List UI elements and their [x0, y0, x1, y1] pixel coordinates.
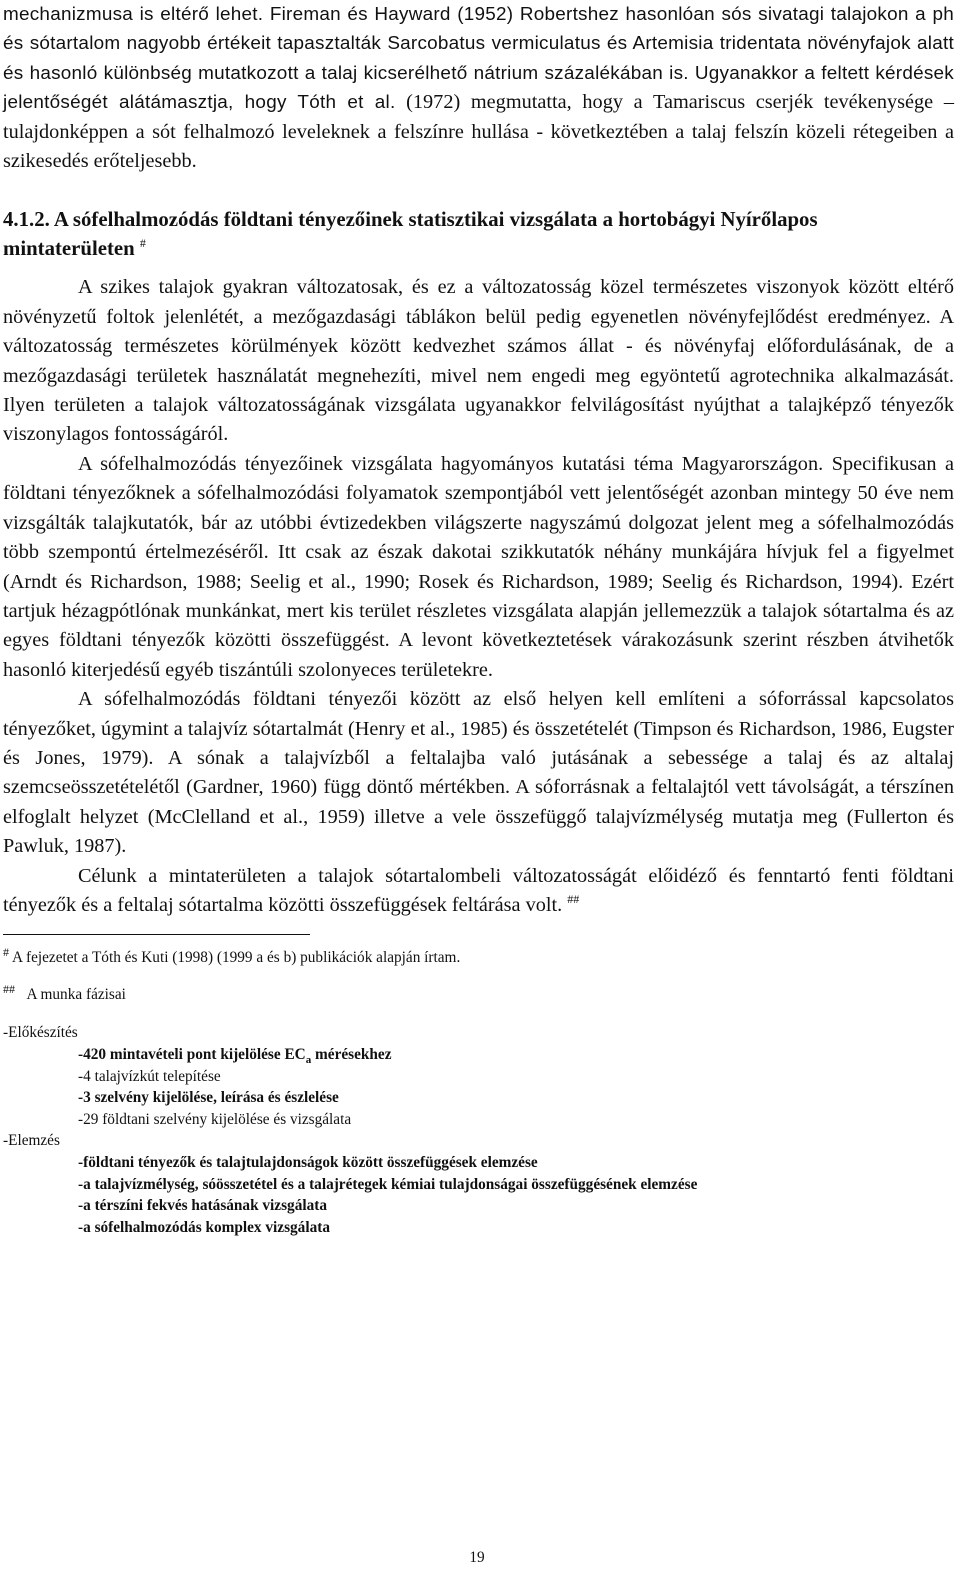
- section-heading: [3, 205, 954, 263]
- intro-text-sans: mechanizmusa is eltérő lehet. Fireman és Hayward (1952) Robertshez hasonlóan sós sivatagi talajokon a ph és sótartalom nagyobb értékeit tapasztalták Sarcobatus vermiculatus és Artemisia tridentata növényfajok alatt és hasonló különbség mutatkozott a talaj kicserélhető nátrium százalékában is. Ugyanakkor a feltett kérdések jelentőségét alátámasztja, hogy Tóth et al.: [3, 4, 954, 114]
- last-paragraph-footnote-mark: ##: [567, 892, 580, 907]
- analysis-item: -a sófelhalmozódás komplex vizsgálata: [78, 1218, 330, 1236]
- body-paragraph-last: [3, 862, 954, 921]
- phase-label-preparation: -Előkészítés: [3, 1024, 78, 1042]
- phase-item-tail: mérésekhez: [311, 1045, 392, 1063]
- phase-item: -4 talajvízkút telepítése: [78, 1067, 221, 1085]
- analysis-item: -a térszíni fekvés hatásának vizsgálata: [78, 1197, 327, 1215]
- footnote-1-mark: #: [3, 945, 9, 960]
- body-paragraph: A sófelhalmozódás tényezőinek vizsgálata hagyományos kutatási téma Magyarországon. Specifikusan a földtani tényezőknek a sófelhalmozódási folyamatok szempontjából vett jelentőségét azonban mintegy 50 éve nem vizsgálták talajkutatók, bár az utóbbi évtizedekben világszerte nagyszámú dolgozat jelent meg a sófelhalmozódás több szempontú értelmezéséről. Itt csak az észak dakotai szikkutatók néhány munkájára hívjuk fel a figyelmet (Arndt és Richardson, 1988; Seelig et al., 1990; Rosek és Richardson, 1989; Seelig és Richardson, 1994). Ezért tartjuk hézagpótlónak munkánkat, mert kis terület részletes vizsgálata alapján jellemezzük a talajok sótartalma és az egyes földtani tényezők közötti összefüggést. A levont következtetések várakozásunk szerint részben átvihetők hasonló kiterjedésű egyéb tiszántúli szolonyeces területekre.: [3, 452, 954, 681]
- footnote-1: [3, 945, 954, 968]
- body-paragraph: A sófelhalmozódás földtani tényezői között az első helyen kell említeni a sóforrással kapcsolatos tényezőket, úgymint a talajvíz sótartalmát (Henry et al., 1985) és összetételét (Timpson és Richardson, 1986, Eugster és Jones, 1979). A sónak a talajvízből a feltalajba való jutásának a sebessége a talaj és az altalaj szemcseösszetételétől (Gardner, 1960) függ döntő mértékben. A sóforrásnak a feltalajtól vett távolságát, a térszínen elfoglalt helyzet (McClelland et al., 1959) illetve a vele összefüggő talajvízmélység mutatja meg (Fullerton és Pawluk, 1987).: [3, 688, 954, 858]
- last-paragraph-text: Célunk a mintaterületen a talajok sótartalombeli változatosságát előidéző és fenntartó fenti földtani tényezők és a feltalaj sótartalma közötti összefüggések feltárása volt.: [3, 864, 954, 916]
- intro-text-serif: (1972) megmutatta, hogy a Tamariscus cserjék tevékenysége – tulajdonképpen a sót felhalmozó leveleknek a felszínre hullása - következtében a talaj felszín közeli rétegeiben a szikesedés erőteljesebb.: [3, 91, 954, 173]
- intro-paragraph: [3, 0, 954, 176]
- phase-item: [3, 1044, 954, 1066]
- phase-label-analysis: -Elemzés: [3, 1132, 60, 1150]
- phase-item-subscript: a: [305, 1054, 312, 1067]
- phase-item-text: -420 mintavételi pont kijelölése EC: [78, 1045, 306, 1063]
- footnote-2-mark: ##: [3, 982, 15, 997]
- body-paragraph: A szikes talajok gyakran változatosak, és ez a változatosság közel természetes viszonyok között eltérő növényzetű foltok jelenlétét, a mezőgazdasági táblákon belül pedig egyenetlen növényfejlődést eredményez. A változatosság természetes körülmények között kedvezhet számos állat - és növényfaj előfordulásának, de a mezőgazdasági területek használatát megnehezíti, mivel nem engedi meg egyöntetű agrotechnika alkalmazását. Ilyen területen a talajok változatosságának vizsgálata ugyanakkor felvilágosítást nyújthat a talajképző tényezők viszonylagos fontosságáról.: [3, 276, 954, 446]
- page-number: 19: [469, 1549, 485, 1566]
- footnote-separator: [3, 934, 310, 935]
- document-page: [3, 0, 954, 1238]
- footnote-1-text: A fejezetet a Tóth és Kuti (1998) (1999 a és b) publikációk alapján írtam.: [11, 949, 461, 967]
- phase-item: -29 földtani szelvény kijelölése és vizsgálata: [78, 1110, 352, 1128]
- footnote-2: [3, 982, 954, 1005]
- footnote-2-text: A munka fázisai: [26, 986, 126, 1004]
- section-heading-footnote-mark: #: [139, 236, 146, 251]
- analysis-item: -a talajvízmélység, sóösszetétel és a talajrétegek kémiai tulajdonságai összefüggésének elemzése: [78, 1175, 698, 1193]
- analysis-item: -földtani tényezők és talajtulajdonságok között összefüggések elemzése: [78, 1153, 538, 1171]
- section-heading-text: 4.1.2. A sófelhalmozódás földtani tényezőinek statisztikai vizsgálata a hortobágyi Nyírőlapos mintaterületen: [3, 208, 818, 261]
- phase-item: -3 szelvény kijelölése, leírása és észlelése: [78, 1089, 339, 1107]
